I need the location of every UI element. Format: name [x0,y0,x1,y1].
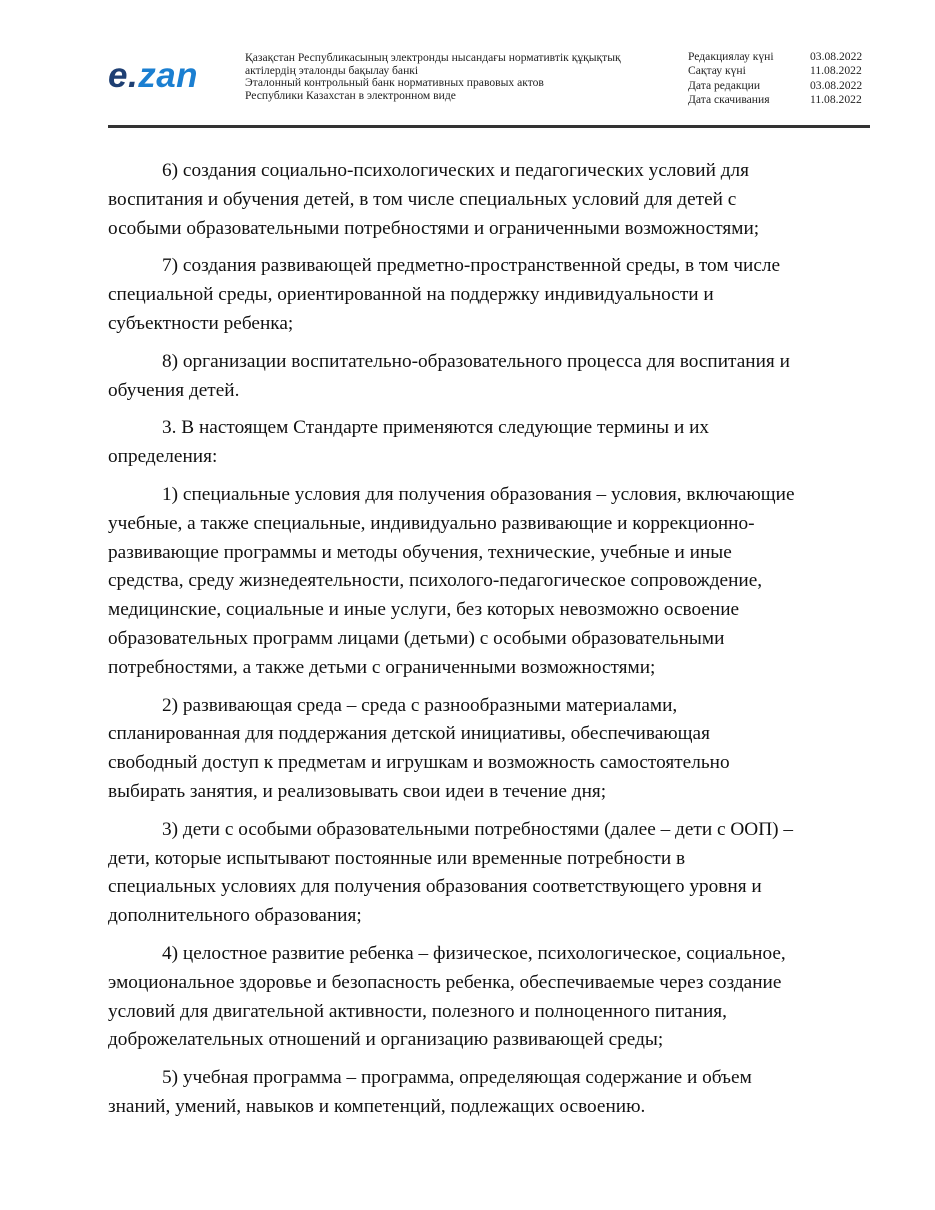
logo-dot: . [127,56,139,95]
text-line: 3. В настоящем Стандарте применяются следующие термины и их [162,417,710,439]
text-line: образовательных программ лицами (детьми) с особыми образовательными [108,627,725,649]
text-line: 5) учебная программа – программа, определяющая содержание и объем [162,1067,752,1089]
date-row [688,50,870,64]
text-line: 3) дети с особыми образовательными потребностями (далее – дети с ООП) – [162,818,794,840]
paragraph-term-1 [108,481,870,683]
text-line: медицинские, социальные и иные услуги, без которых невозможно освоение [108,599,740,621]
text-line: учебные, а также специальные, индивидуально развивающие и коррекционно- [108,512,755,534]
text-line: выбирать занятия, и реализовывать свои идеи в течение дня; [108,780,607,802]
date-row [688,93,870,107]
date-label: Дата скачивания [688,93,770,107]
date-value: 11.08.2022 [810,64,862,78]
text-line: потребностями, а также детьми с ограниченными возможностями; [108,656,656,678]
text-line: определения: [108,446,218,468]
header-description [245,52,685,102]
paragraph-item-6 [108,157,870,243]
date-label: Дата редакции [688,78,761,92]
logo-e: e [108,56,128,95]
header-divider [108,125,870,128]
text-line: специальных условиях для получения образования соответствующего уровня и [108,876,762,898]
text-line: 4) целостное развитие ребенка – физическое, психологическое, социальное, [162,942,786,964]
text-line: специальной среды, ориентированной на поддержку индивидуальности и [108,284,714,306]
date-value: 11.08.2022 [810,93,862,107]
logo-zan: zan [138,56,199,95]
text-line: дополнительного образования; [108,905,362,927]
text-line: эмоциональное здоровье и безопасность ребенка, обеспечиваемые через создание [108,971,782,993]
paragraph-item-8 [108,348,870,406]
paragraph-term-4 [108,940,870,1055]
paragraph-term-5 [108,1064,870,1122]
text-line: развивающие программы и методы обучения, технические, учебные и иные [108,541,732,563]
text-line: 7) создания развивающей предметно-пространственной среды, в том числе [162,255,781,277]
text-line: дети, которые испытывают постоянные или временные потребности в [108,847,686,869]
date-value: 03.08.2022 [810,78,863,92]
date-label: Редакциялау күні [688,50,774,63]
header-description-line: Эталонный контрольный банк нормативных правовых актов [245,76,544,90]
header-description-line: актілердің эталонды бақылау банкі [245,63,419,77]
header-dates [688,50,870,108]
paragraph-section-3 [108,414,870,472]
text-line: свободный доступ к предметам и игрушкам и возможность самостоятельно [108,752,730,774]
header-description-line: Қазақстан Республикасының электронды нысандағы нормативтік құқықтық [245,51,621,64]
date-label: Сақтау күні [688,64,746,78]
date-value: 03.08.2022 [810,50,863,63]
text-line: знаний, умений, навыков и компетенций, подлежащих освоению. [108,1095,646,1117]
text-line: доброжелательных отношений и организацию развивающей среды; [108,1029,664,1051]
text-line: 1) специальные условия для получения образования – условия, включающие [162,483,795,505]
text-line: средства, среду жизнедеятельности, психолого-педагогическое сопровождение, [108,570,763,592]
paragraph-term-2 [108,692,870,807]
text-line: 6) создания социально-психологических и педагогических условий для [162,160,750,181]
date-row [688,79,870,93]
document-header [108,48,870,118]
text-line: спланированная для поддержания детской инициативы, обеспечивающая [108,723,710,745]
ezan-logo [108,56,198,96]
paragraph-term-3 [108,816,870,931]
paragraph-item-7 [108,252,870,338]
date-row [688,64,870,78]
text-line: 8) организации воспитательно-образовательного процесса для воспитания и [162,350,790,372]
text-line: особыми образовательными потребностями и ограниченными возможностями; [108,217,760,239]
header-description-line: Республики Казахстан в электронном виде [245,88,456,102]
text-line: воспитания и обучения детей, в том числе специальных условий для детей с [108,188,737,210]
text-line: субъектности ребенка; [108,312,294,334]
text-line: обучения детей. [108,379,240,401]
text-line: 2) развивающая среда – среда с разнообразными материалами, [162,694,678,716]
text-line: условий для двигательной активности, полезного и полноценного питания, [108,1000,727,1022]
document-body [108,157,870,1131]
